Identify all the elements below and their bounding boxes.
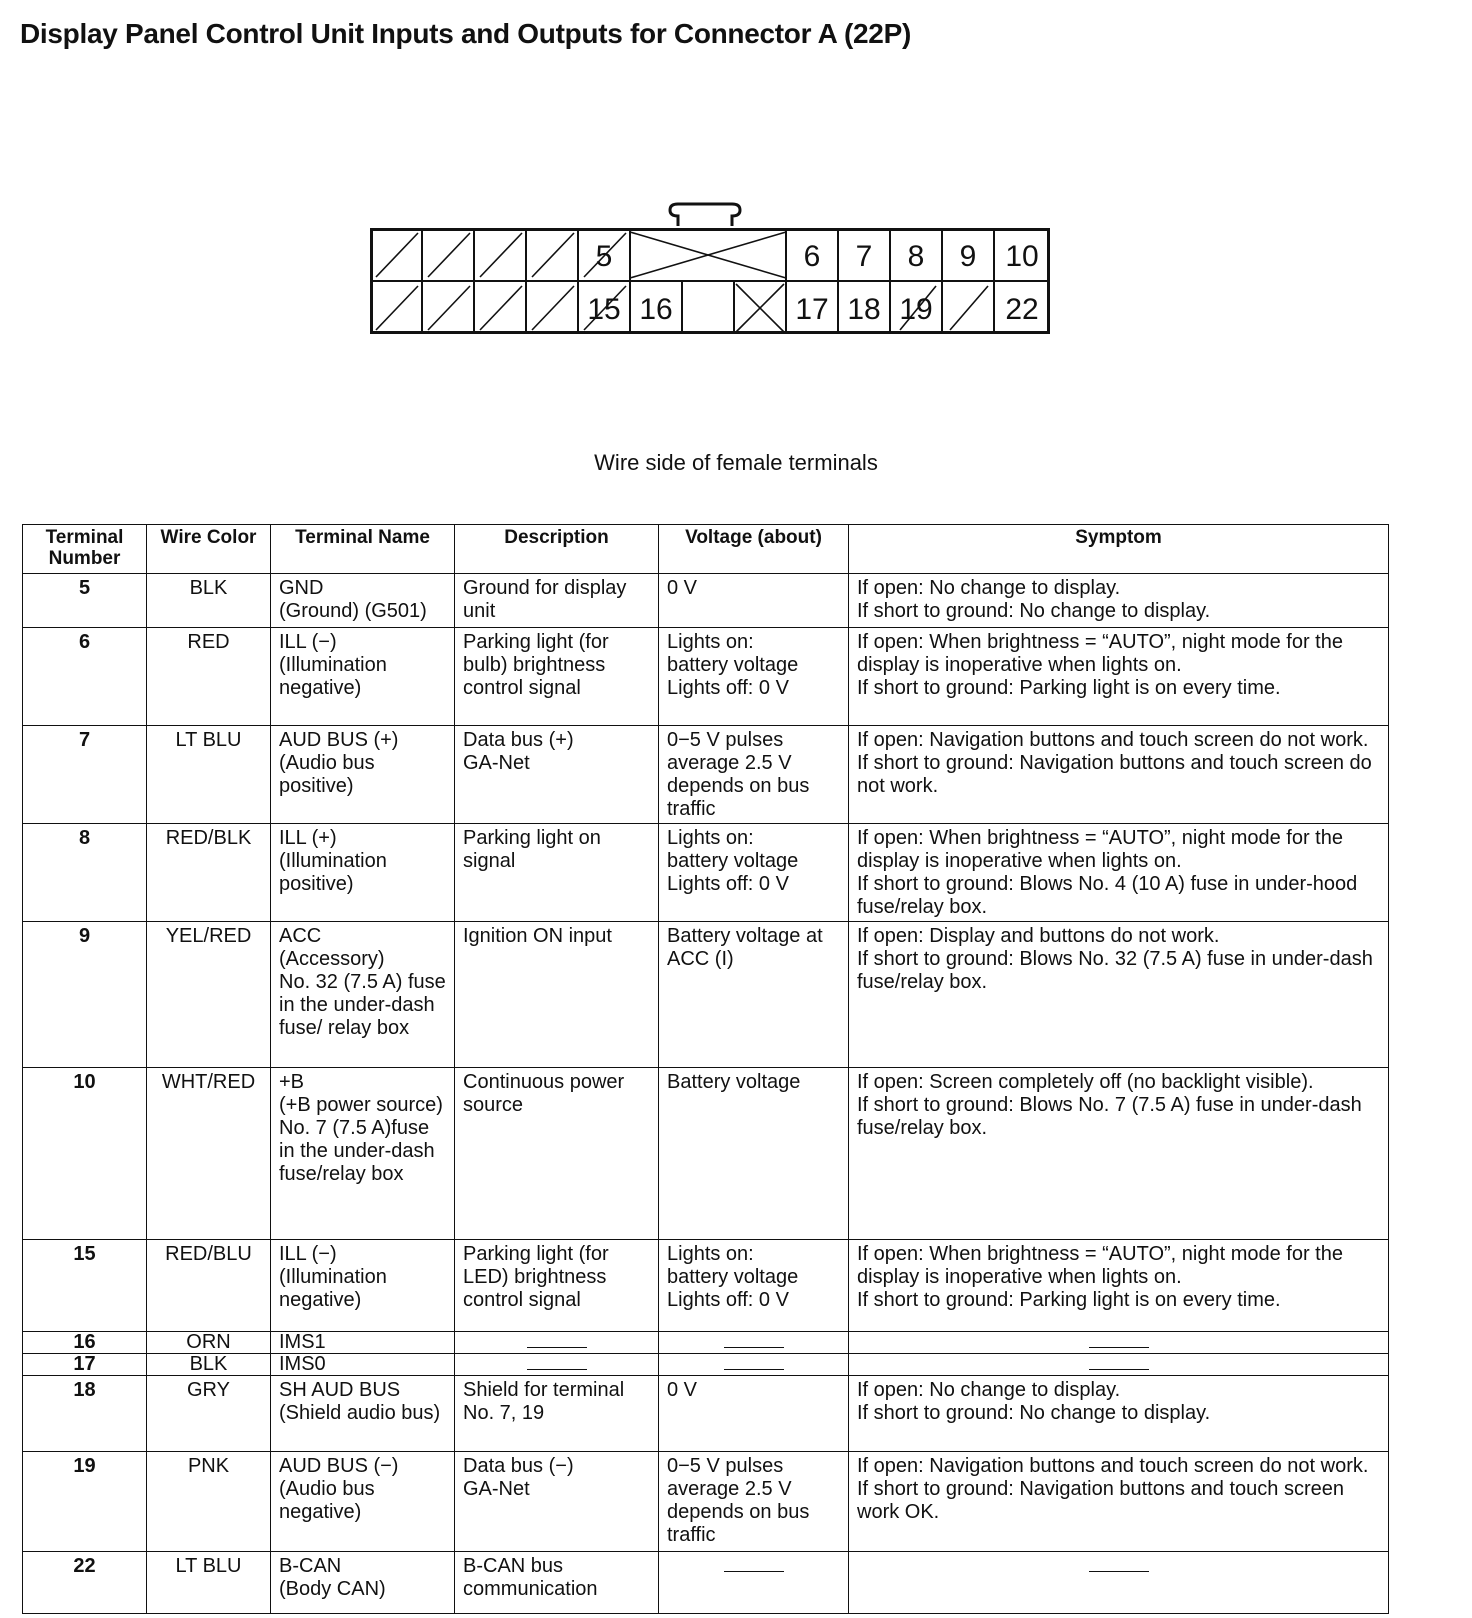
cell-symptom: If open: When brightness = “AUTO”, night mode for the display is inoperative when lights on. If short to ground: Blows No. 4 (10 A) fuse in under-hood fuse/relay box.	[849, 824, 1389, 922]
cell-terminal-name: GND (Ground) (G501)	[271, 574, 455, 628]
cell-terminal-number: 16	[23, 1332, 147, 1354]
cell-wire-color: LT BLU	[147, 1552, 271, 1614]
cell-description: Data bus (+) GA-Net	[455, 726, 659, 824]
cell-terminal-number: 15	[23, 1240, 147, 1332]
terminal-label: 10	[1005, 240, 1039, 273]
cell-voltage	[659, 1354, 849, 1376]
header-wire-color: Wire Color	[147, 525, 271, 574]
cell-description: Shield for terminal No. 7, 19	[455, 1376, 659, 1452]
cell-terminal-number: 19	[23, 1452, 147, 1552]
cell-terminal-number: 6	[23, 628, 147, 726]
not-applicable-dash	[724, 1347, 784, 1348]
not-applicable-dash	[724, 1369, 784, 1370]
header-symptom: Symptom	[849, 525, 1389, 574]
table-header-row	[23, 525, 1389, 574]
table-row	[23, 1068, 1389, 1240]
cell-symptom	[849, 1332, 1389, 1354]
not-applicable-dash	[1089, 1347, 1149, 1348]
table-row	[23, 1354, 1389, 1376]
cell-terminal-name: AUD BUS (+) (Audio bus positive)	[271, 726, 455, 824]
cell-terminal-name: IMS1	[271, 1332, 455, 1354]
cell-wire-color: RED	[147, 628, 271, 726]
cell-symptom	[849, 1552, 1389, 1614]
table-row	[23, 1376, 1389, 1452]
cell-terminal-number: 17	[23, 1354, 147, 1376]
cell-symptom: If open: Navigation buttons and touch screen do not work. If short to ground: Navigation buttons and touch screen work OK.	[849, 1452, 1389, 1552]
cell-terminal-name: B-CAN (Body CAN)	[271, 1552, 455, 1614]
cell-symptom: If open: Display and buttons do not work. If short to ground: Blows No. 32 (7.5 A) fuse in under-dash fuse/relay box.	[849, 922, 1389, 1068]
cell-wire-color: PNK	[147, 1452, 271, 1552]
cell-terminal-name: +B (+B power source) No. 7 (7.5 A)fuse in the under-dash fuse/relay box	[271, 1068, 455, 1240]
cell-terminal-name: AUD BUS (−) (Audio bus negative)	[271, 1452, 455, 1552]
cell-terminal-number: 7	[23, 726, 147, 824]
cell-terminal-number: 5	[23, 574, 147, 628]
header-description: Description	[455, 525, 659, 574]
table-row	[23, 726, 1389, 824]
cell-wire-color: WHT/RED	[147, 1068, 271, 1240]
cell-voltage: Battery voltage	[659, 1068, 849, 1240]
terminal-label: 15	[587, 293, 621, 326]
cell-wire-color: RED/BLU	[147, 1240, 271, 1332]
terminal-label: 6	[803, 240, 821, 273]
cell-description: Ground for display unit	[455, 574, 659, 628]
cell-voltage: Lights on: battery voltage Lights off: 0 V	[659, 628, 849, 726]
connector-diagram	[370, 228, 1050, 334]
cell-voltage: 0 V	[659, 1376, 849, 1452]
cell-wire-color: BLK	[147, 1354, 271, 1376]
cell-symptom: If open: When brightness = “AUTO”, night mode for the display is inoperative when lights on. If short to ground: Parking light is on every time.	[849, 1240, 1389, 1332]
terminal-label: 22	[1005, 293, 1039, 326]
cell-terminal-number: 10	[23, 1068, 147, 1240]
connector-lock-tab	[668, 202, 742, 226]
cell-voltage: Lights on: battery voltage Lights off: 0 V	[659, 1240, 849, 1332]
cell-wire-color: BLK	[147, 574, 271, 628]
terminal-label: 17	[795, 293, 829, 326]
cell-symptom: If open: No change to display. If short to ground: No change to display.	[849, 574, 1389, 628]
cell-terminal-number: 22	[23, 1552, 147, 1614]
cell-wire-color: YEL/RED	[147, 922, 271, 1068]
cell-voltage: Battery voltage at ACC (I)	[659, 922, 849, 1068]
cell-wire-color: GRY	[147, 1376, 271, 1452]
header-terminal-number: Terminal Number	[23, 525, 147, 574]
cell-wire-color: LT BLU	[147, 726, 271, 824]
page-title: Display Panel Control Unit Inputs and Outputs for Connector A (22P)	[20, 18, 911, 49]
cell-terminal-name: ILL (−) (Illumination negative)	[271, 628, 455, 726]
cell-voltage: 0 V	[659, 574, 849, 628]
table-row	[23, 1240, 1389, 1332]
terminal-label: 5	[595, 240, 613, 273]
io-table	[22, 524, 1389, 1614]
not-applicable-dash	[527, 1369, 587, 1370]
cell-symptom	[849, 1354, 1389, 1376]
terminal-label: 18	[847, 293, 881, 326]
not-applicable-dash	[1089, 1369, 1149, 1370]
cell-symptom: If open: No change to display. If short to ground: No change to display.	[849, 1376, 1389, 1452]
table-row	[23, 1552, 1389, 1614]
table-row	[23, 1332, 1389, 1354]
terminal-label: 7	[855, 240, 873, 273]
cell-wire-color: ORN	[147, 1332, 271, 1354]
cell-description: Parking light (for bulb) brightness control signal	[455, 628, 659, 726]
cell-description	[455, 1354, 659, 1376]
cell-voltage: Lights on: battery voltage Lights off: 0 V	[659, 824, 849, 922]
cell-description: Ignition ON input	[455, 922, 659, 1068]
cell-terminal-name: ACC (Accessory) No. 32 (7.5 A) fuse in the under-dash fuse/ relay box	[271, 922, 455, 1068]
cell-description: Continuous power source	[455, 1068, 659, 1240]
terminal-label: 16	[639, 293, 673, 326]
cell-description	[455, 1332, 659, 1354]
cell-symptom: If open: Navigation buttons and touch screen do not work. If short to ground: Navigation buttons and touch screen do not work.	[849, 726, 1389, 824]
cell-terminal-name: ILL (+) (Illumination positive)	[271, 824, 455, 922]
cell-terminal-name: IMS0	[271, 1354, 455, 1376]
terminal-label: 8	[907, 240, 925, 273]
cell-description: B-CAN bus communication	[455, 1552, 659, 1614]
cell-terminal-name: SH AUD BUS (Shield audio bus)	[271, 1376, 455, 1452]
cell-terminal-number: 9	[23, 922, 147, 1068]
terminal-label: 19	[899, 293, 933, 326]
cell-description: Parking light (for LED) brightness control signal	[455, 1240, 659, 1332]
cell-description: Data bus (−) GA-Net	[455, 1452, 659, 1552]
terminal-label: 9	[959, 240, 977, 273]
header-voltage: Voltage (about)	[659, 525, 849, 574]
cell-description: Parking light on signal	[455, 824, 659, 922]
cell-terminal-name: ILL (−) (Illumination negative)	[271, 1240, 455, 1332]
cell-symptom: If open: Screen completely off (no backlight visible). If short to ground: Blows No. 7 (7.5 A) fuse in under-dash fuse/relay box.	[849, 1068, 1389, 1240]
cell-terminal-number: 8	[23, 824, 147, 922]
cell-symptom: If open: When brightness = “AUTO”, night mode for the display is inoperative when lights on. If short to ground: Parking light is on every time.	[849, 628, 1389, 726]
not-applicable-dash	[1089, 1571, 1149, 1572]
cell-voltage: 0−5 V pulses average 2.5 V depends on bus traffic	[659, 726, 849, 824]
header-terminal-name: Terminal Name	[271, 525, 455, 574]
not-applicable-dash	[724, 1571, 784, 1572]
cell-wire-color: RED/BLK	[147, 824, 271, 922]
cell-terminal-number: 18	[23, 1376, 147, 1452]
table-row	[23, 628, 1389, 726]
cell-voltage	[659, 1552, 849, 1614]
table-row	[23, 824, 1389, 922]
table-row	[23, 1452, 1389, 1552]
not-applicable-dash	[527, 1347, 587, 1348]
table-row	[23, 574, 1389, 628]
table-row	[23, 922, 1389, 1068]
cell-voltage: 0−5 V pulses average 2.5 V depends on bus traffic	[659, 1452, 849, 1552]
cell-voltage	[659, 1332, 849, 1354]
connector-caption: Wire side of female terminals	[594, 450, 878, 475]
